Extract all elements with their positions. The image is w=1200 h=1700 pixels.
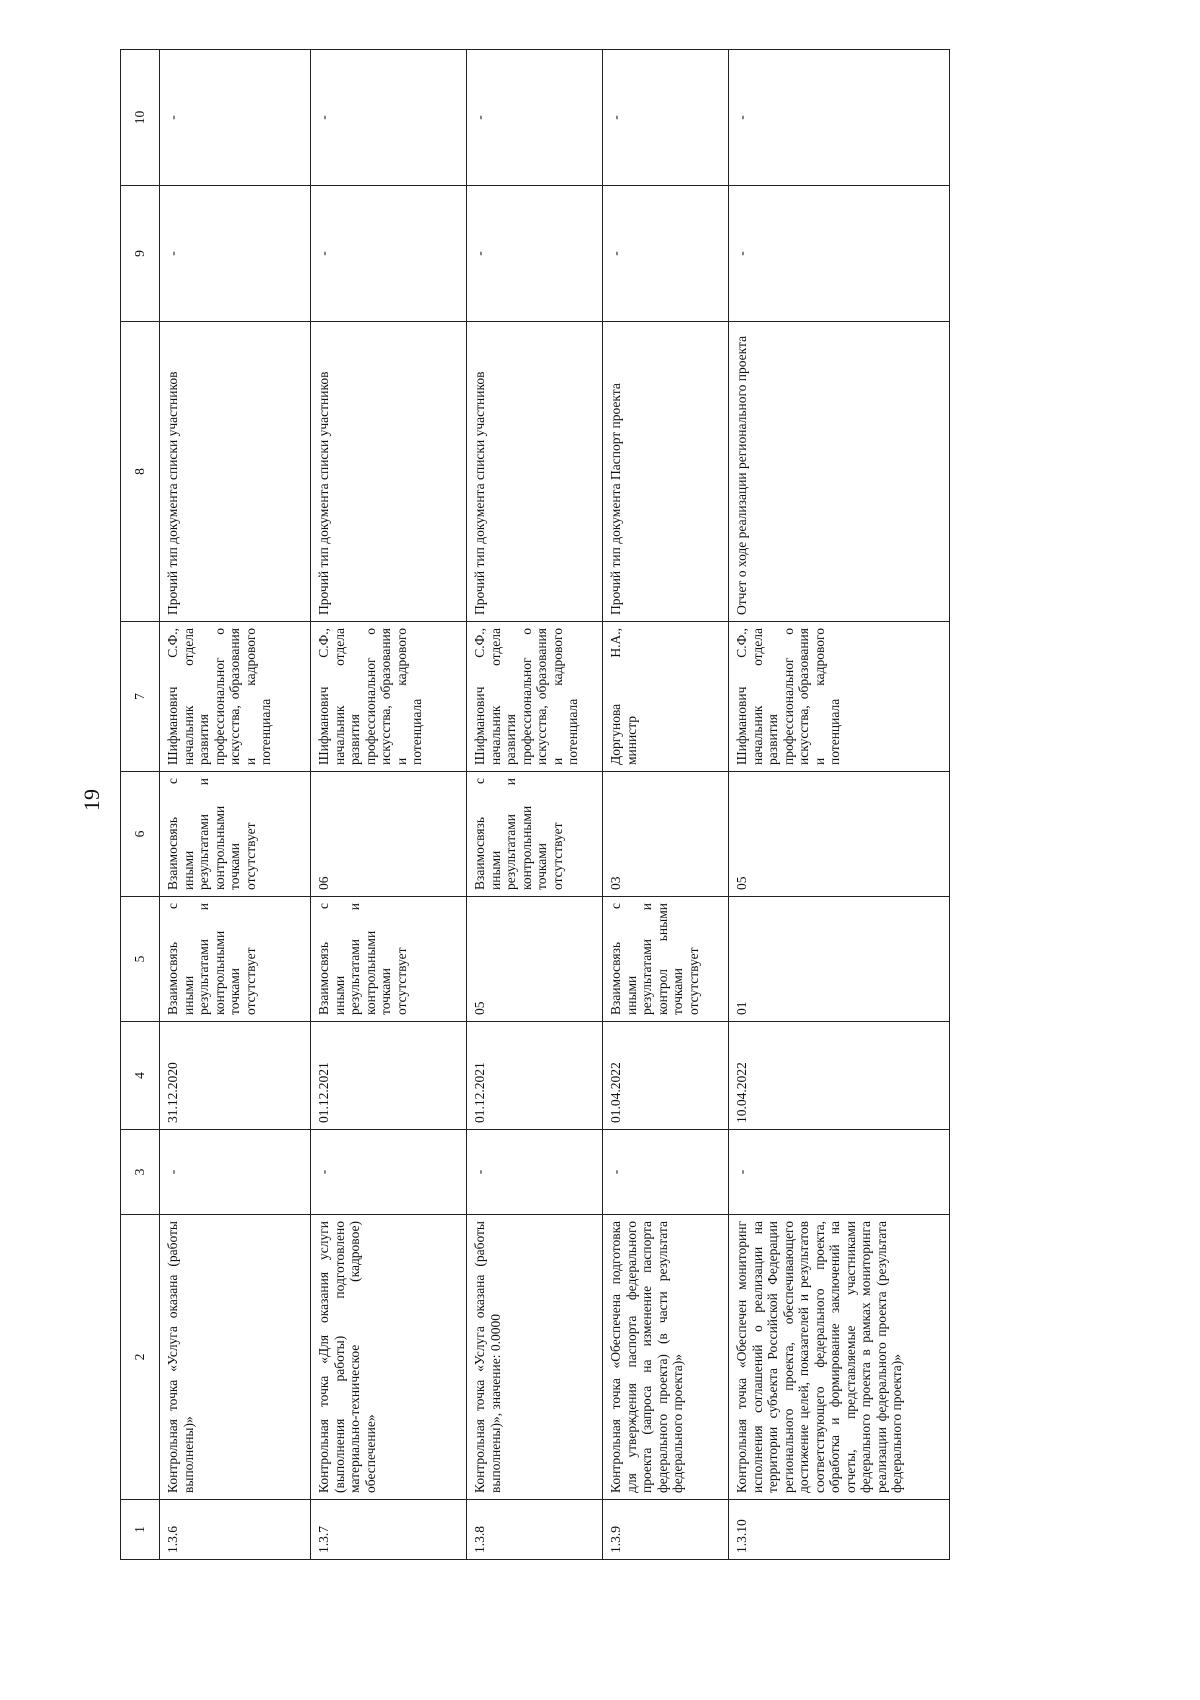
cell-document: Отчет о ходе реализации регионального проекта (729, 322, 950, 622)
cell-col3: - (467, 1130, 603, 1215)
cell-col3: - (603, 1130, 729, 1215)
cell-col10: - (160, 50, 311, 186)
cell-document: Прочий тип документа списки участников (311, 322, 467, 622)
cell-number: 1.3.7 (311, 1500, 467, 1560)
cell-col10: - (467, 50, 603, 186)
cell-col9: - (311, 186, 467, 322)
cell-document: Прочий тип документа Паспорт проекта (603, 322, 729, 622)
cell-col5: 05 (467, 897, 603, 1022)
cell-col6: 05 (729, 772, 950, 897)
cell-col10: - (729, 50, 950, 186)
cell-col5: Взаимосвязь с иными результатами и контрол ьными точками отсутствует (603, 897, 729, 1022)
cell-col3: - (311, 1130, 467, 1215)
cell-col5: 01 (729, 897, 950, 1022)
cell-col3: - (729, 1130, 950, 1215)
cell-responsible: Шифманович С.Ф., начальник отдела развития профессиональног о искусства, образования и кадрового потенциала (160, 622, 311, 772)
cell-responsible: Шифманович С.Ф., начальник отдела развития профессиональног о искусства, образования и кадрового потенциала (729, 622, 950, 772)
table-row (467, 50, 603, 1560)
cell-col9: - (729, 186, 950, 322)
cell-date: 10.04.2022 (729, 1022, 950, 1130)
cell-date: 01.12.2021 (311, 1022, 467, 1130)
page-number: 19 (79, 789, 104, 811)
cell-col9: - (160, 186, 311, 322)
cell-col6: 03 (603, 772, 729, 897)
col-header-8: 8 (121, 322, 160, 622)
cell-col5: Взаимосвязь с иными результатами и контрольными точками отсутствует (160, 897, 311, 1022)
cell-number: 1.3.9 (603, 1500, 729, 1560)
cell-document: Прочий тип документа списки участников (467, 322, 603, 622)
cell-name: Контрольная точка «Для оказания услуги (выполнения работы) подготовлено материально-техническое (кадровое) обеспечение» (311, 1215, 467, 1500)
cell-col9: - (467, 186, 603, 322)
cell-col6: 06 (311, 772, 467, 897)
table-row (729, 50, 950, 1560)
cell-col3: - (160, 1130, 311, 1215)
col-header-6: 6 (121, 772, 160, 897)
cell-document: Прочий тип документа списки участников (160, 322, 311, 622)
cell-col5: Взаимосвязь с иными результатами и контрольными точками отсутствует (311, 897, 467, 1022)
cell-number: 1.3.6 (160, 1500, 311, 1560)
control-points-table (120, 49, 950, 1560)
cell-date: 01.04.2022 (603, 1022, 729, 1130)
cell-responsible: Шифманович С.Ф., начальник отдела развития профессиональног о искусства, образования и кадрового потенциала (311, 622, 467, 772)
col-header-5: 5 (121, 897, 160, 1022)
cell-responsible: Шифманович С.Ф., начальник отдела развития профессиональног о искусства, образования и кадрового потенциала (467, 622, 603, 772)
col-header-7: 7 (121, 622, 160, 772)
cell-name: Контрольная точка «Услуга оказана (работы выполнены)», значение: 0.0000 (467, 1215, 603, 1500)
cell-col6: Взаимосвязь с иными результатами и контрольными точками отсутствует (467, 772, 603, 897)
cell-col6: Взаимосвязь с иными результатами и контрольными точками отсутствует (160, 772, 311, 897)
table-header-row (121, 50, 160, 1560)
rotated-table-wrapper (120, 50, 1020, 1560)
cell-number: 1.3.8 (467, 1500, 603, 1560)
table-row (160, 50, 311, 1560)
col-header-3: 3 (121, 1130, 160, 1215)
cell-col9: - (603, 186, 729, 322)
cell-name: Контрольная точка «Обеспечен мониторинг исполнения соглашений о реализации на территории субъекта Российской Федерации регионального проекта, обеспечивающего достижение целей, показателей и результатов соответствующего федерального проекта, обработка и формирование заключений на отчеты, представляемые участниками федерального проекта в рамках мониторинга реализации федерального проекта (результата федерального проекта)» (729, 1215, 950, 1500)
col-header-10: 10 (121, 50, 160, 186)
col-header-4: 4 (121, 1022, 160, 1130)
table-row (311, 50, 467, 1560)
col-header-2: 2 (121, 1215, 160, 1500)
cell-col10: - (311, 50, 467, 186)
col-header-9: 9 (121, 186, 160, 322)
col-header-1: 1 (121, 1500, 160, 1560)
cell-date: 31.12.2020 (160, 1022, 311, 1130)
table-row (603, 50, 729, 1560)
cell-col10: - (603, 50, 729, 186)
cell-responsible: Доргунова Н.А., министр (603, 622, 729, 772)
cell-name: Контрольная точка «Услуга оказана (работы выполнены)» (160, 1215, 311, 1500)
cell-date: 01.12.2021 (467, 1022, 603, 1130)
cell-number: 1.3.10 (729, 1500, 950, 1560)
cell-name: Контрольная точка «Обеспечена подготовка для утверждения паспорта федерального проекта (запроса на изменение паспорта федерального проекта) (в части результата федерального проекта)» (603, 1215, 729, 1500)
